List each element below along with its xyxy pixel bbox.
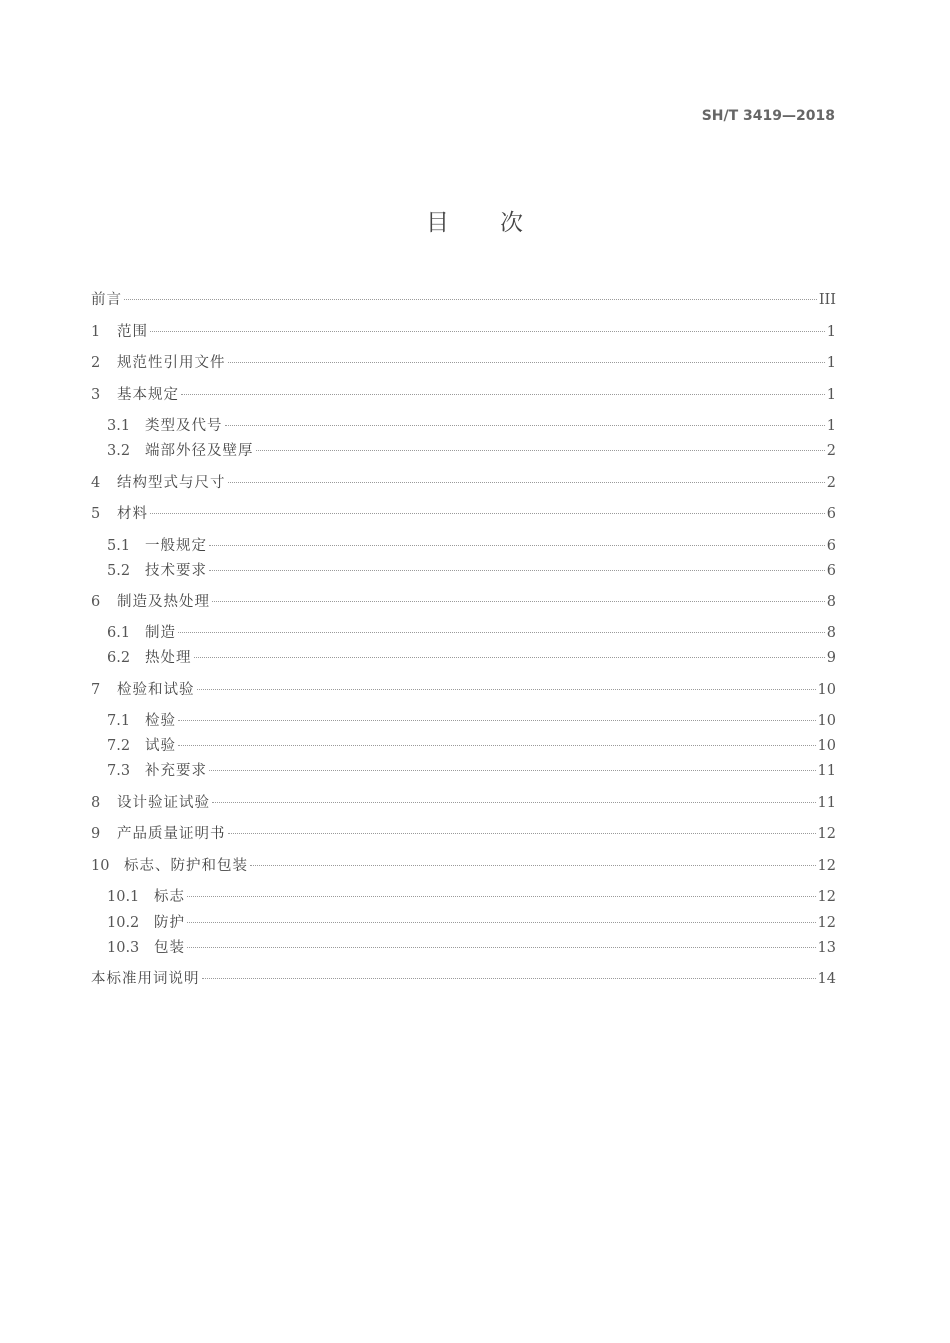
toc-entry[interactable] <box>91 501 836 527</box>
toc-dot-leader <box>187 947 816 948</box>
toc-dot-leader <box>150 513 825 514</box>
toc-dot-leader <box>228 833 816 834</box>
toc-entry-page-number: 10 <box>817 713 836 729</box>
toc-entry[interactable] <box>107 884 836 910</box>
toc-entry-label: 制造及热处理 <box>117 594 210 610</box>
toc-dot-leader <box>228 362 825 363</box>
toc-entry-page-number: 6 <box>826 538 836 554</box>
toc-entry-label: 检验 <box>145 713 176 729</box>
toc-entry-page-number: 8 <box>826 594 836 610</box>
toc-entry[interactable] <box>91 470 836 496</box>
toc-entry[interactable] <box>91 821 836 847</box>
toc-entry-page-number: 1 <box>826 355 836 371</box>
toc-dot-leader <box>225 425 825 426</box>
toc-entry[interactable] <box>91 790 836 816</box>
toc-dot-leader <box>150 331 825 332</box>
toc-entry[interactable] <box>107 620 836 646</box>
toc-entry-number: 10.3 <box>107 940 140 956</box>
toc-entry[interactable] <box>107 413 836 439</box>
toc-entry-number: 7.3 <box>107 763 131 779</box>
toc-entry-number: 10.2 <box>107 915 140 931</box>
toc-entry-page-number: 2 <box>826 443 836 459</box>
toc-entry-label: 防护 <box>154 915 185 931</box>
toc-dot-leader <box>209 570 825 571</box>
toc-entry-number: 1 <box>91 324 101 340</box>
toc-dot-leader <box>178 745 816 746</box>
toc-entry-number: 4 <box>91 475 101 491</box>
toc-entry-page-number: 12 <box>817 858 836 874</box>
toc-dot-leader <box>187 896 816 897</box>
toc-entry-label: 热处理 <box>145 650 192 666</box>
toc-entry-number: 10 <box>91 858 110 874</box>
toc-entry-label: 包装 <box>154 940 185 956</box>
toc-entry[interactable] <box>91 677 836 703</box>
toc-entry-number: 8 <box>91 795 101 811</box>
toc-entry[interactable] <box>107 558 836 584</box>
toc-entry-number: 7.1 <box>107 713 131 729</box>
toc-entry-number: 5 <box>91 506 101 522</box>
toc-entry-label: 规范性引用文件 <box>117 355 226 371</box>
toc-entry-label: 补充要求 <box>145 763 207 779</box>
toc-dot-leader <box>178 632 825 633</box>
toc-entry-number: 9 <box>91 826 101 842</box>
toc-entry-page-number: 13 <box>817 940 836 956</box>
toc-entry-label: 前言 <box>91 292 122 308</box>
toc-dot-leader <box>124 299 817 300</box>
toc-entry-label: 基本规定 <box>117 387 179 403</box>
toc-entry-number: 6 <box>91 594 101 610</box>
toc-entry-label: 本标准用词说明 <box>91 971 200 987</box>
toc-entry[interactable] <box>91 350 836 376</box>
toc-title <box>0 204 950 237</box>
toc-entry-page-number: 12 <box>817 889 836 905</box>
toc-entry-label: 产品质量证明书 <box>117 826 226 842</box>
toc-entry-label: 标志 <box>154 889 185 905</box>
toc-entry[interactable] <box>91 287 836 313</box>
toc-dot-leader <box>178 720 816 721</box>
toc-entry[interactable] <box>91 382 836 408</box>
toc-entry[interactable] <box>107 733 836 759</box>
toc-entry-page-number: 9 <box>826 650 836 666</box>
toc-dot-leader <box>181 394 825 395</box>
toc-entry-label: 检验和试验 <box>117 682 195 698</box>
toc-entry-number: 3.2 <box>107 443 131 459</box>
toc-entry[interactable] <box>107 935 836 961</box>
toc-entry-label: 设计验证试验 <box>117 795 210 811</box>
toc-entry-label: 技术要求 <box>145 563 207 579</box>
toc-entry-page-number: 11 <box>817 795 836 811</box>
toc-dot-leader <box>194 657 825 658</box>
toc-dot-leader <box>197 689 816 690</box>
toc-entry-label: 一般规定 <box>145 538 207 554</box>
toc-dot-leader <box>256 450 825 451</box>
toc-entry-number: 5.2 <box>107 563 131 579</box>
toc-title-char-1: 目 <box>426 210 450 236</box>
toc-entry[interactable] <box>107 438 836 464</box>
toc-title-char-2: 次 <box>500 210 524 236</box>
toc-entry-label: 端部外径及壁厚 <box>145 443 254 459</box>
toc-entry-page-number: 1 <box>826 324 836 340</box>
toc-entry-page-number: 2 <box>826 475 836 491</box>
toc-dot-leader <box>250 865 816 866</box>
toc-entry-page-number: 8 <box>826 625 836 641</box>
toc-entry[interactable] <box>91 319 836 345</box>
toc-entry-label: 材料 <box>117 506 148 522</box>
toc-entry-number: 7 <box>91 682 101 698</box>
toc-dot-leader <box>187 922 816 923</box>
toc-entry[interactable] <box>107 533 836 559</box>
toc-entry[interactable] <box>107 708 836 734</box>
toc-entry-page-number: 10 <box>817 738 836 754</box>
toc-entry[interactable] <box>107 910 836 936</box>
document-code: SH/T 3419—2018 <box>701 108 835 124</box>
toc-entry-number: 10.1 <box>107 889 140 905</box>
toc-entry-label: 范围 <box>117 324 148 340</box>
toc-entry-page-number: 11 <box>817 763 836 779</box>
toc-entry-number: 6.1 <box>107 625 131 641</box>
toc-entry-label: 标志、防护和包装 <box>124 858 248 874</box>
toc-entry-page-number: 6 <box>826 506 836 522</box>
toc-entry-label: 试验 <box>145 738 176 754</box>
toc-dot-leader <box>202 978 816 979</box>
toc-entry-number: 5.1 <box>107 538 131 554</box>
toc-entry-number: 7.2 <box>107 738 131 754</box>
toc-entry[interactable] <box>91 966 836 992</box>
toc-entry-label: 制造 <box>145 625 176 641</box>
toc-entry-label: 结构型式与尺寸 <box>117 475 226 491</box>
toc-entry[interactable] <box>107 645 836 671</box>
toc-entry-number: 6.2 <box>107 650 131 666</box>
toc-entry-page-number: 14 <box>817 971 836 987</box>
toc-entry[interactable] <box>91 589 836 615</box>
toc-entry-page-number: 10 <box>817 682 836 698</box>
toc-entry-number: 3.1 <box>107 418 131 434</box>
toc-dot-leader <box>228 482 825 483</box>
toc-entry[interactable] <box>107 758 836 784</box>
toc-entry-page-number: 12 <box>817 915 836 931</box>
toc-dot-leader <box>209 545 825 546</box>
toc-entry-number: 2 <box>91 355 101 371</box>
toc-entry-page-number: 6 <box>826 563 836 579</box>
toc-entry-page-number: 1 <box>826 387 836 403</box>
toc-dot-leader <box>212 802 816 803</box>
toc-dot-leader <box>212 601 825 602</box>
toc-entry-page-number: III <box>818 292 836 308</box>
toc-entry[interactable] <box>91 853 836 879</box>
toc-entry-label: 类型及代号 <box>145 418 223 434</box>
toc-entry-number: 3 <box>91 387 101 403</box>
toc-entry-page-number: 12 <box>817 826 836 842</box>
toc-dot-leader <box>209 770 816 771</box>
toc-entry-page-number: 1 <box>826 418 836 434</box>
